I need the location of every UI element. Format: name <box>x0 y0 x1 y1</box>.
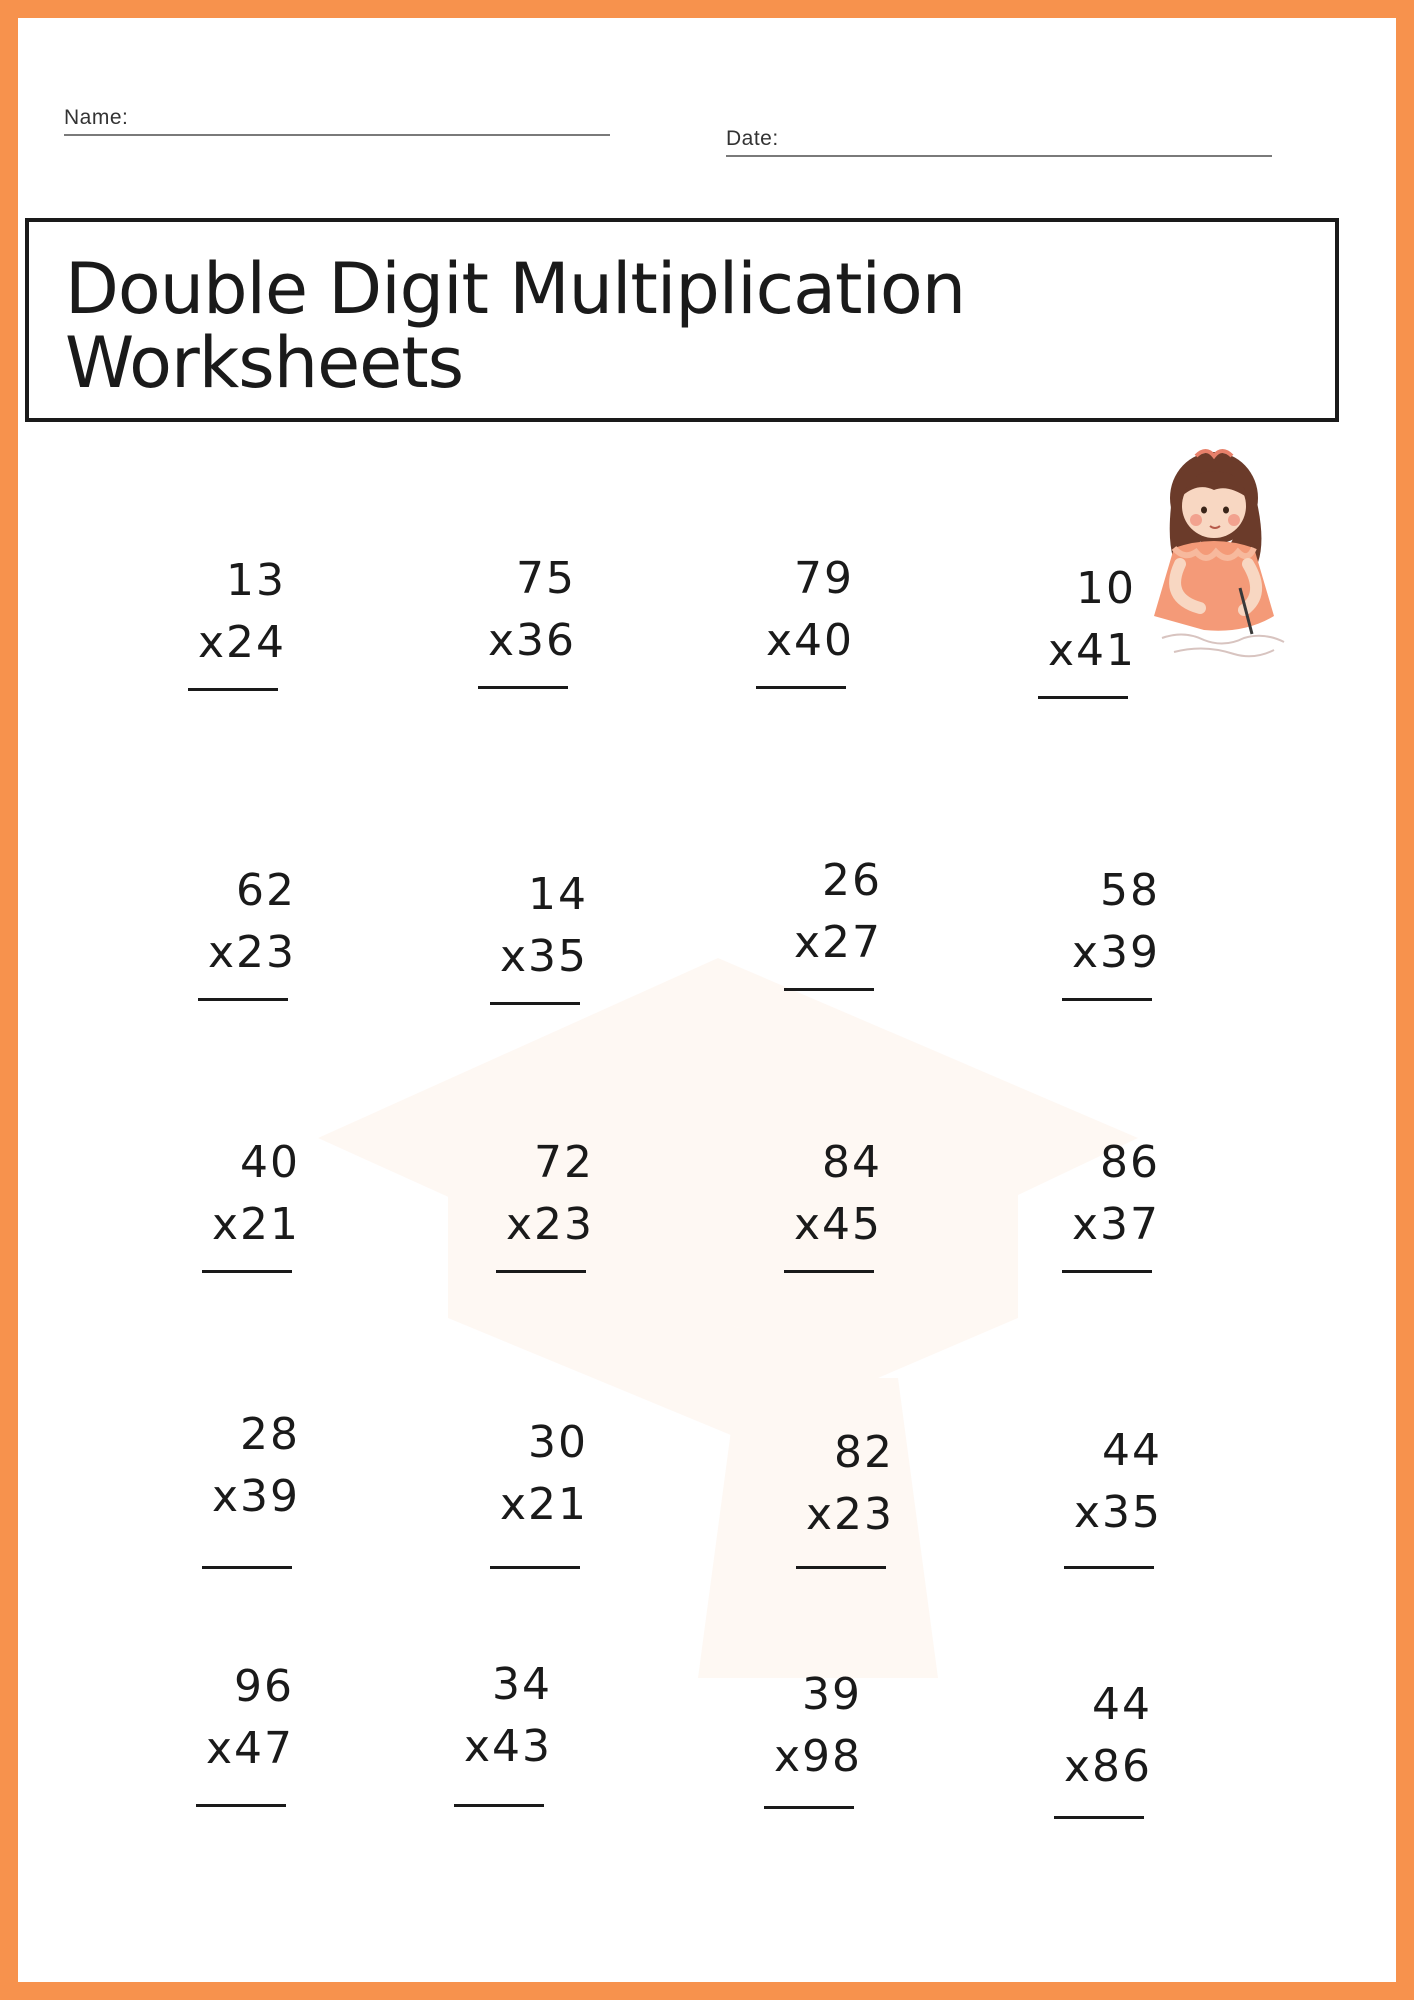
answer-line <box>202 1566 292 1569</box>
problem-bottom-number: x98 <box>773 1731 862 1782</box>
problem-bottom-number: x21 <box>211 1199 300 1250</box>
answer-line <box>188 688 278 691</box>
answer-line <box>1064 1566 1154 1569</box>
page-title: Double Digit Multiplication Worksheets <box>65 248 966 404</box>
problem-12 <box>1030 1132 1160 1273</box>
answer-line <box>796 1566 886 1569</box>
problem-top-number: 58 <box>1100 865 1160 916</box>
answer-line <box>1038 696 1128 699</box>
date-underline <box>726 155 1272 157</box>
problem-16 <box>1032 1420 1162 1569</box>
problem-top-number: 72 <box>534 1137 594 1188</box>
problem-6 <box>458 864 588 1005</box>
problem-top-number: 13 <box>226 555 286 606</box>
answer-line <box>454 1804 544 1807</box>
problem-18 <box>422 1654 552 1807</box>
problem-20 <box>1022 1674 1152 1819</box>
problem-top-number: 26 <box>822 855 882 906</box>
name-underline <box>64 134 610 136</box>
problem-top-number: 10 <box>1076 563 1136 614</box>
problem-top-number: 79 <box>794 553 854 604</box>
problem-14 <box>458 1412 588 1569</box>
problem-4 <box>1006 558 1136 699</box>
problem-bottom-number: x27 <box>793 917 882 968</box>
problem-bottom-number: x47 <box>205 1723 294 1774</box>
answer-line <box>756 686 846 689</box>
problem-bottom-number: x37 <box>1071 1199 1160 1250</box>
problem-bottom-number: x23 <box>805 1489 894 1540</box>
problem-2 <box>446 548 576 689</box>
answer-line <box>490 1002 580 1005</box>
problem-8 <box>1030 860 1160 1001</box>
problem-13 <box>170 1404 300 1569</box>
problem-bottom-number: x35 <box>1073 1487 1162 1538</box>
problem-bottom-number: x39 <box>1071 927 1160 978</box>
answer-line <box>1062 998 1152 1001</box>
answer-line <box>202 1270 292 1273</box>
problem-top-number: 82 <box>834 1427 894 1478</box>
problem-top-number: 96 <box>234 1661 294 1712</box>
problem-7 <box>752 850 882 991</box>
problem-bottom-number: x23 <box>207 927 296 978</box>
problem-top-number: 14 <box>528 869 588 920</box>
problem-bottom-number: x86 <box>1063 1741 1152 1792</box>
answer-line <box>496 1270 586 1273</box>
problem-bottom-number: x43 <box>463 1721 552 1772</box>
answer-line <box>1062 1270 1152 1273</box>
problem-10 <box>464 1132 594 1273</box>
problem-top-number: 44 <box>1092 1679 1152 1730</box>
problem-top-number: 75 <box>516 553 576 604</box>
problem-top-number: 39 <box>802 1669 862 1720</box>
name-field[interactable] <box>64 96 610 136</box>
title-box <box>25 218 1339 422</box>
problem-bottom-number: x21 <box>499 1479 588 1530</box>
answer-line <box>784 988 874 991</box>
answer-line <box>198 998 288 1001</box>
problem-top-number: 40 <box>240 1137 300 1188</box>
problem-9 <box>170 1132 300 1273</box>
problem-top-number: 34 <box>492 1659 552 1710</box>
problem-top-number: 86 <box>1100 1137 1160 1188</box>
problem-bottom-number: x40 <box>765 615 854 666</box>
problem-bottom-number: x23 <box>505 1199 594 1250</box>
answer-line <box>1054 1816 1144 1819</box>
problem-1 <box>156 550 286 691</box>
problem-17 <box>164 1656 294 1807</box>
problem-15 <box>764 1422 894 1569</box>
problem-3 <box>724 548 854 689</box>
date-label: Date: <box>726 127 779 150</box>
problem-bottom-number: x45 <box>793 1199 882 1250</box>
answer-line <box>196 1804 286 1807</box>
problem-bottom-number: x39 <box>211 1471 300 1522</box>
name-label: Name: <box>64 106 129 129</box>
problem-top-number: 28 <box>240 1409 300 1460</box>
problem-bottom-number: x41 <box>1047 625 1136 676</box>
problem-top-number: 30 <box>528 1417 588 1468</box>
problem-top-number: 84 <box>822 1137 882 1188</box>
graduation-cap-watermark-icon <box>318 958 1138 1678</box>
problem-bottom-number: x24 <box>197 617 286 668</box>
girl-drawing-illustration-icon <box>1144 438 1314 670</box>
problem-5 <box>166 860 296 1001</box>
date-field[interactable] <box>726 121 1272 157</box>
problem-top-number: 44 <box>1102 1425 1162 1476</box>
problem-19 <box>732 1664 862 1809</box>
problem-top-number: 62 <box>236 865 296 916</box>
answer-line <box>784 1270 874 1273</box>
problem-11 <box>752 1132 882 1273</box>
problem-bottom-number: x35 <box>499 931 588 982</box>
problem-bottom-number: x36 <box>487 615 576 666</box>
answer-line <box>764 1806 854 1809</box>
answer-line <box>490 1566 580 1569</box>
answer-line <box>478 686 568 689</box>
